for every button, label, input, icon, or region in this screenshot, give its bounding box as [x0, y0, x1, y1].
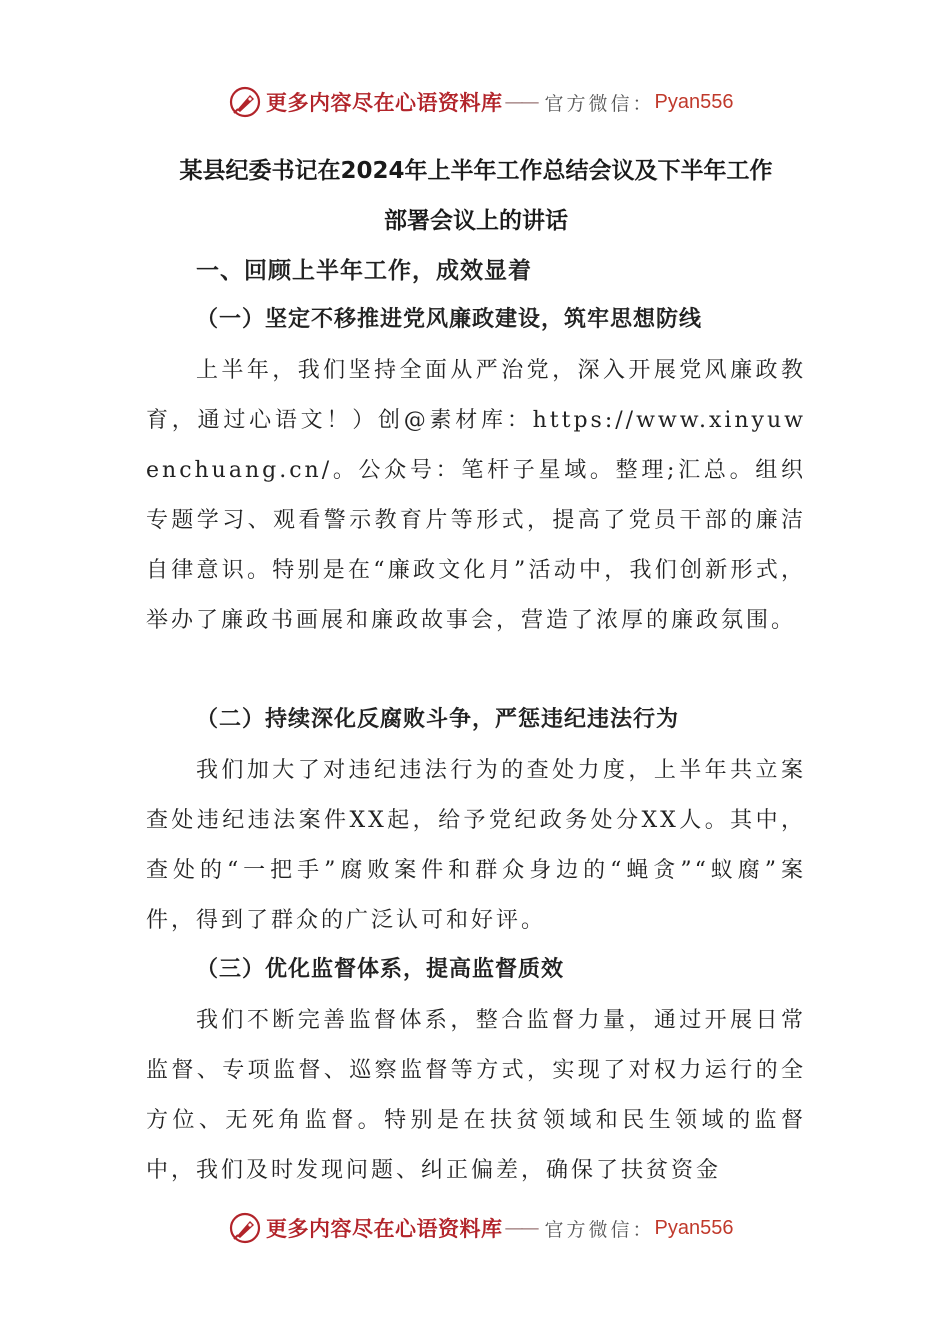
- subsection-heading-1: （一）坚定不移推进党风廉政建设，筑牢思想防线: [196, 307, 703, 332]
- document-title-line-1: 某县纪委书记在2024年上半年工作总结会议及下半年工作: [179, 158, 773, 184]
- paragraph-1: 上半年，我们坚持全面从严治党，深入开展党风廉政教育，通过心语文！）创@素材库：https://www.xinyuwenchuang.cn/。公众号：笔杆子星域。整理;汇总。组织专题学习、观看警示教育片等形式，提高了党员干部的廉洁自律意识。特别是在“廉政文化月”活动中，我们创新形式，举办了廉政书画展和廉政故事会，营造了浓厚的廉政氛围。: [146, 358, 806, 633]
- banner-wechat-id: Pyan556: [654, 90, 734, 113]
- banner-main-text: 更多内容尽在心语资料库: [266, 90, 503, 115]
- banner-dash: ——: [504, 1217, 537, 1239]
- banner-wechat-id: Pyan556: [654, 1216, 734, 1239]
- section-heading-1: 一、回顾上半年工作，成效显着: [196, 258, 532, 284]
- header-watermark-banner: [228, 82, 734, 122]
- pen-nib-logo-icon: [228, 85, 262, 119]
- subsection-heading-3: （三）优化监督体系，提高监督质效: [196, 957, 565, 982]
- banner-dash: ——: [504, 91, 537, 113]
- paragraph-3: 我们不断完善监督体系，整合监督力量，通过开展日常监督、专项监督、巡察监督等方式，实现了对权力运行的全方位、无死角监督。特别是在扶贫领域和民生领域的监督中，我们及时发现问题、纠正偏差，确保了扶贫资金: [146, 1008, 806, 1183]
- subsection-heading-2: （二）持续深化反腐败斗争，严惩违纪违法行为: [196, 707, 680, 732]
- banner-sub-text: 官方微信：: [544, 92, 655, 115]
- paragraph-2: 我们加大了对违纪违法行为的查处力度，上半年共立案查处违纪违法案件XX起，给予党纪政务处分XX人。其中，查处的“一把手”腐败案件和群众身边的“蝇贪”“蚁腐”案件，得到了群众的广泛认可和好评。: [146, 758, 806, 933]
- document-title-line-2: 部署会议上的讲话: [384, 208, 568, 234]
- pen-nib-logo-icon: [228, 1211, 262, 1245]
- banner-main-text: 更多内容尽在心语资料库: [266, 1216, 503, 1241]
- footer-watermark-banner: [228, 1208, 734, 1248]
- banner-sub-text: 官方微信：: [544, 1218, 655, 1241]
